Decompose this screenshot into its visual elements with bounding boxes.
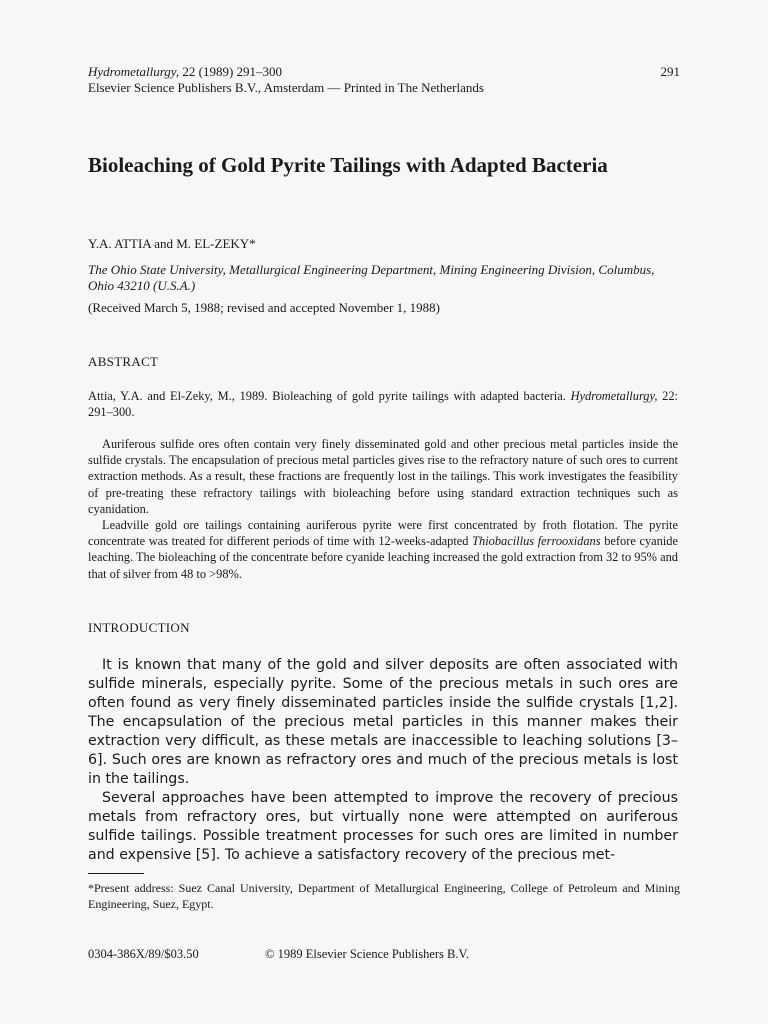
introduction-heading: INTRODUCTION — [88, 620, 190, 635]
affiliation: The Ohio State University, Metallurgical Engineering Department, Mining Engineering Division, Columbus, Ohio 43210 (U.S.A.) — [88, 262, 655, 293]
journal-volume: 22 (1989) 291–300 — [179, 64, 283, 79]
citation-journal: Hydrometallurgy, — [570, 389, 658, 403]
abstract-heading: ABSTRACT — [88, 354, 159, 369]
page-number: 291 — [660, 64, 680, 79]
intro-paragraph-1: It is known that many of the gold and silver deposits are often associated with sulfide minerals, especially pyrite. Some of the precious metals in such ores are often found as very finely disseminated particles inside the sulfide crystals [1,2]. The encapsulation of the precious metal particles in this manner makes their extraction very difficult, as these metals are inaccessible to leaching solutions [3–6]. Such ores are known as refractory ores and much of the precious metals is lost in the tailings. — [88, 657, 678, 787]
journal-name: Hydrometallurgy, — [88, 64, 180, 79]
article-title: Bioleaching of Gold Pyrite Tailings with Adapted Bacteria — [88, 153, 608, 177]
journal-citation-line — [88, 64, 282, 80]
intro-paragraph-2: Several approaches have been attempted to improve the recovery of precious metals from refractory ores, but virtually none were attempted on auriferous sulfide tailings. Possible treatment processes for such ores are limited in number and expensive [5]. To achieve a satisfactory recovery of the precious met- — [88, 790, 678, 863]
citation-text: Attia, Y.A. and El-Zeky, M., 1989. Bioleaching of gold pyrite tailings with adapted bacteria. — [88, 389, 571, 403]
abstract-p2-text-a: Leadville gold ore tailings containing auriferous pyrite were first concentrated by froth flotation. The pyrite concentrate was treated for different periods of time with 12-weeks-adapted — [88, 518, 678, 549]
bacteria-species: Thiobacillus ferrooxidans — [472, 534, 601, 549]
abstract-p2-text-b: before cyanide leaching. The bioleaching of the concentrate before cyanide leaching increased the gold extraction from 32 to 95% and that of silver from 48 to >98%. — [88, 534, 678, 581]
abstract-citation — [88, 388, 678, 420]
abstract-paragraph-2 — [88, 517, 678, 582]
issn-price: 0304-386X/89/$03.50 — [88, 947, 199, 961]
abstract-paragraph-1: Auriferous sulfide ores often contain very finely disseminated gold and other precious metal particles inside the sulfide crystals. The encapsulation of precious metal particles gives rise to the refractory nature of such ores to current extraction methods. As a result, these fractions are frequently lost in the tailings. This work investigates the feasibility of pre-treating these refractory tailings with bioleaching before using standard extraction techniques such as cyanidation. — [88, 437, 678, 516]
authors: Y.A. ATTIA and M. EL-ZEKY* — [88, 236, 256, 251]
footnote-rule — [88, 873, 144, 874]
received-dates: (Received March 5, 1988; revised and accepted November 1, 1988) — [88, 300, 440, 315]
citation-pages: 22: 291–300. — [88, 389, 678, 420]
footnote: *Present address: Suez Canal University, Department of Metallurgical Engineering, College of Petroleum and Mining Engineering, Suez, Egypt. — [88, 881, 680, 911]
publisher-line: Elsevier Science Publishers B.V., Amsterdam — Printed in The Netherlands — [88, 80, 484, 95]
copyright: © 1989 Elsevier Science Publishers B.V. — [265, 947, 470, 961]
